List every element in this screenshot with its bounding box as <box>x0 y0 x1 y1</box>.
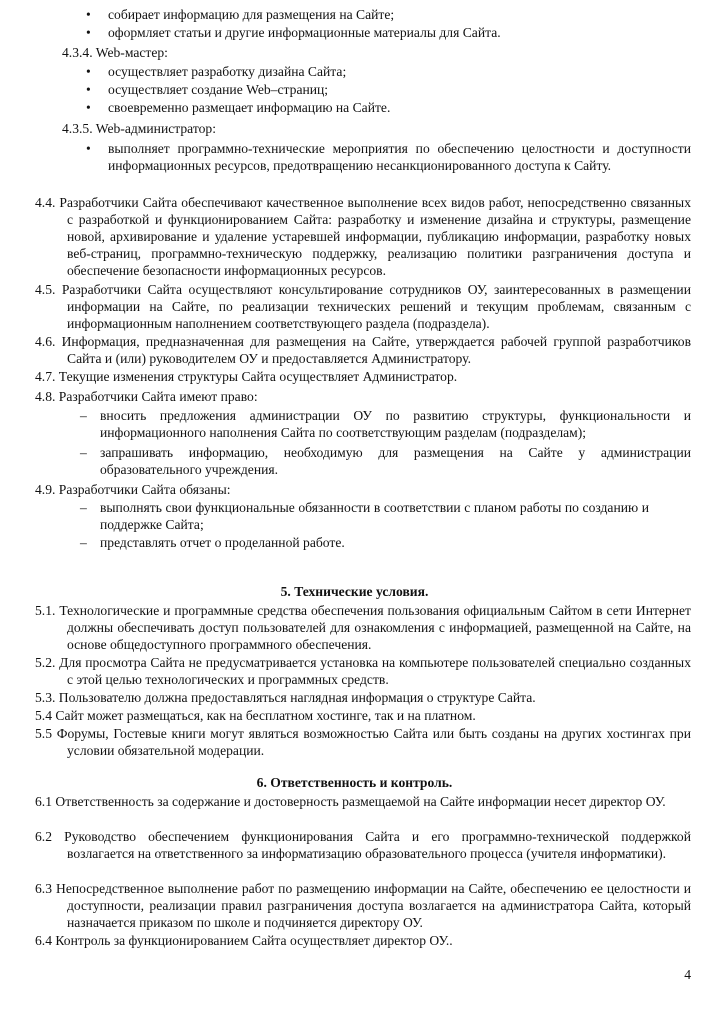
clause-6-2: 6.2 Руководство обеспечением функционирования Сайта и его программно-технической поддержкой возлагается на ответственного за информатизацию образовательного процесса (учителя информатики). <box>35 829 691 861</box>
bullet-item: • собирает информацию для размещения на Сайте; <box>86 7 395 22</box>
bullet-item: • оформляет статьи и другие информационные материалы для Сайта. <box>86 25 501 40</box>
clause-6-3: 6.3 Непосредственное выполнение работ по размещению информации на Сайте, обеспечению ее целостности и доступности, реализации правил разграничения доступа возлагается на администратора Сайта, который назначается приказом по школе и подчиняется директору ОУ. <box>35 881 691 930</box>
clause-5-5: 5.5 Форумы, Гостевые книги могут являться возможностью Сайта или быть созданы на других хостингах при условии обязательной модерации. <box>35 726 691 758</box>
bullet-item: • осуществляет разработку дизайна Сайта; <box>86 64 347 79</box>
clause-4-5: 4.5. Разработчики Сайта осуществляют консультирование сотрудников ОУ, заинтересованных в размещении информации на Сайте, по реализации технических решений и текущим проблемам, связанным с информационным наполнением соответствующего раздела (подраздела). <box>35 282 691 331</box>
dash-item: – запрашивать информацию, необходимую для размещения на Сайте у администрации образовательного учреждения. <box>80 445 691 477</box>
clause-5-2: 5.2. Для просмотра Сайта не предусматривается установка на компьютере пользователей специально созданных с этой целью технологических и программных средств. <box>35 655 691 687</box>
clause-5-4: 5.4 Сайт может размещаться, как на бесплатном хостинге, так и на платном. <box>35 708 476 723</box>
section-heading: 6. Ответственность и контроль. <box>256 775 453 790</box>
bullet-item: • осуществляет создание Web–страниц; <box>86 82 329 97</box>
subsection-label: 4.3.5. Web-администратор: <box>62 121 216 136</box>
dash-item: – вносить предложения администрации ОУ по развитию структуры, функциональности и информационного наполнения Сайта по соответствующим разделам (подразделам); <box>80 408 691 440</box>
clause-4-7: 4.7. Текущие изменения структуры Сайта осуществляет Администратор. <box>35 369 458 384</box>
clause-5-3: 5.3. Пользователю должна предоставляться наглядная информация о структуре Сайта. <box>35 690 536 705</box>
clause-6-1: 6.1 Ответственность за содержание и достоверность размещаемой на Сайте информации несет директор ОУ. <box>35 794 666 809</box>
section-heading: 5. Технические условия. <box>280 584 429 599</box>
dash-item: – выполнять свои функциональные обязанности в соответствии с планом работы по созданию и поддержке Сайта; <box>80 500 649 532</box>
clause-4-6: 4.6. Информация, предназначенная для размещения на Сайте, утверждается рабочей группой разработчиков Сайта и (или) руководителем ОУ и предоставляется Администратору. <box>35 334 691 366</box>
clause-4-4: 4.4. Разработчики Сайта обеспечивают качественное выполнение всех видов работ, непосредственно связанных с разработкой и функционированием Сайта: разработку и изменение дизайна и структуры, размещение новой, архивирование и удаление устаревшей информации, публикацию информации, разработку новых веб-страниц, программно-техническую поддержку, реализацию политики разграничения доступа и обеспечение безопасности информационных ресурсов. <box>35 195 691 278</box>
clause-4-9-label: 4.9. Разработчики Сайта обязаны: <box>35 482 231 497</box>
clause-4-8-label: 4.8. Разработчики Сайта имеют право: <box>35 389 258 404</box>
bullet-item: • выполняет программно-технические мероприятия по обеспечению целостности и доступности информационных ресурсов, предотвращению несанкционированного доступа к Сайту. <box>86 141 691 173</box>
bullet-item: • своевременно размещает информацию на Сайте. <box>86 100 391 115</box>
subsection-label: 4.3.4. Web-мастер: <box>62 45 168 60</box>
dash-item: – представлять отчет о проделанной работе. <box>80 535 345 550</box>
clause-6-4: 6.4 Контроль за функционированием Сайта осуществляет директор ОУ.. <box>35 933 453 948</box>
clause-5-1: 5.1. Технологические и программные средства обеспечения пользования официальным Сайтом в сети Интернет должны обеспечивать доступ пользователей для ознакомления с информацией, размещенной на Сайте, на основе общедоступного программного обеспечения. <box>35 603 691 652</box>
page-number: 4 <box>684 967 691 982</box>
